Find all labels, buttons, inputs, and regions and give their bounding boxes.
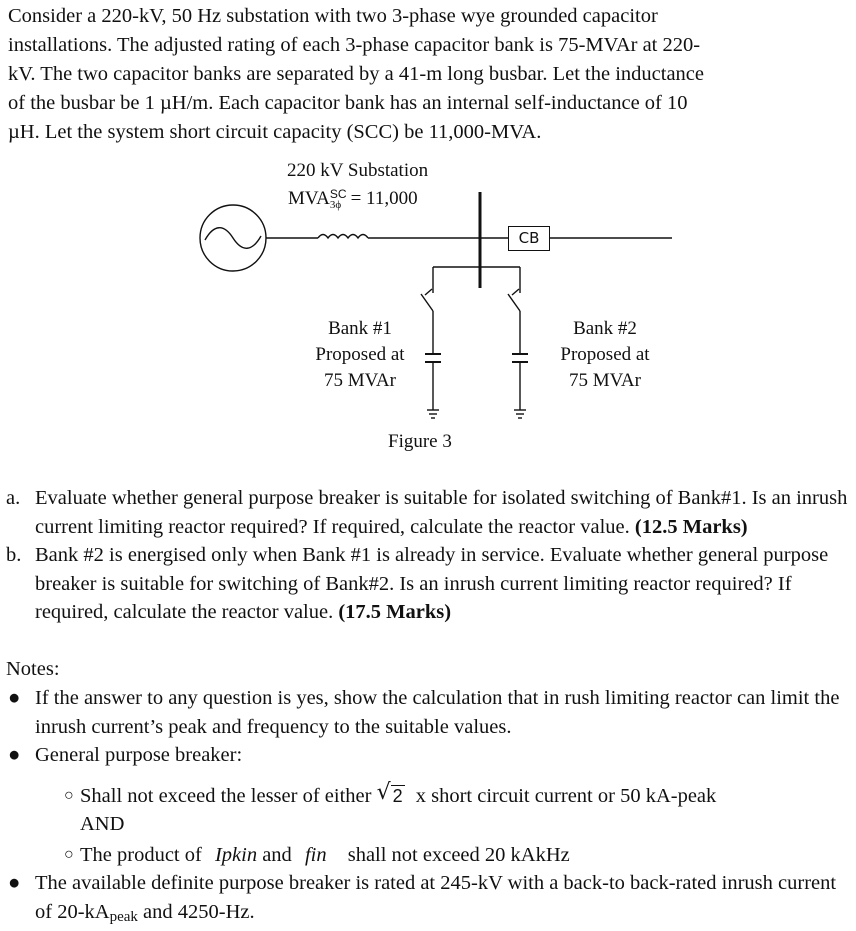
circuit-breaker-box: [508, 226, 550, 251]
note-sub-1-pre: Shall not exceed the lesser of either: [80, 784, 372, 807]
question-b-text: Bank #2 is energised only when Bank #1 is already in service. Evaluate whether general purpose breaker is suitable for switching of Bank#2. Is an inrush current limiting reactor required? If required, calculate the reactor value.: [35, 544, 829, 623]
sqrt-expression: [376, 779, 405, 811]
circuit-breaker-label: CB: [518, 229, 540, 247]
mva-subscript: 3ϕ: [329, 198, 342, 211]
intro-line-2: installations. The adjusted rating of each 3-phase capacitor bank is 75-MVAr at 220-: [8, 34, 701, 56]
note-sub-1-and: AND: [80, 813, 125, 835]
sub-bullet-circle: ○: [64, 845, 74, 863]
note-bullet-2-text: General purpose breaker:: [35, 744, 243, 766]
bank1-rating: 75 MVAr: [324, 370, 396, 391]
bank2-status: Proposed at: [560, 344, 650, 365]
intro-line-4: of the busbar be 1 µH/m. Each capacitor bank has an internal self-inductance of 10: [8, 92, 688, 114]
substation-title: 220 kV Substation: [287, 160, 429, 181]
note-sub-2-var-ipkin: Ipkin: [214, 843, 258, 866]
note-sub-2-var-fin: fin: [304, 843, 327, 866]
bullet-dot: ●: [8, 872, 21, 894]
system-inductor: [318, 235, 368, 239]
question-b-label: b.: [6, 544, 22, 566]
note-bullet-1: [6, 684, 852, 741]
sqrt-radicand: 2: [392, 785, 403, 806]
sqrt-symbol: √: [376, 779, 391, 805]
bank1-switch-mark: [425, 289, 432, 295]
note-sub-2: [6, 841, 852, 870]
question-a-marks: (12.5 Marks): [634, 515, 748, 538]
bank2-label: [545, 316, 665, 394]
question-list: [6, 484, 852, 627]
mva-superscript: SC: [329, 186, 347, 201]
question-a-label: a.: [6, 487, 21, 509]
sub-bullet-circle: ○: [64, 786, 74, 804]
intro-line-5: µH. Let the system short circuit capacity (SCC) be 11,000-MVA.: [8, 121, 542, 143]
question-a-text: Evaluate whether general purpose breaker is suitable for isolated switching of Bank#1. Is an inrush current limiting reactor required? If required, calculate the reactor value.: [35, 487, 848, 538]
bank2-switch-mark: [512, 289, 519, 295]
note-bullet-1-text: If the answer to any question is yes, show the calculation that in rush limiting reactor can limit the inrush current’s peak and frequency to the suitable values.: [35, 687, 840, 738]
note-bullet-3-sub: peak: [109, 908, 138, 925]
ac-source-wave: [205, 228, 261, 249]
short-circuit-capacity: [288, 186, 418, 212]
bank2-name: Bank #2: [573, 318, 637, 339]
mva-prefix: MVA: [288, 188, 330, 209]
intro-line-3: kV. The two capacitor banks are separated by a 41-m long busbar. Let the inductance: [8, 63, 705, 85]
bank2-rating: 75 MVAr: [569, 370, 641, 391]
bullet-dot: ●: [8, 687, 21, 709]
note-sub-1-post: x short circuit current or 50 kA-peak: [415, 784, 717, 807]
note-bullet-3-pre: The available definite purpose breaker is rated at 245-kV with a back-to back-rated inrush current of 20-kA: [35, 872, 837, 923]
bullet-dot: ●: [8, 744, 21, 766]
figure-caption: Figure 3: [388, 431, 452, 452]
bank1-switch: [421, 294, 433, 311]
question-a: [6, 484, 852, 541]
note-bullet-3: [6, 869, 852, 931]
question-b: [6, 541, 852, 627]
bank1-label: [300, 316, 420, 394]
notes-list: [6, 684, 852, 931]
intro-line-1: Consider a 220-kV, 50 Hz substation with two 3-phase wye grounded capacitor: [8, 5, 658, 27]
note-sub-1: [6, 779, 852, 839]
note-bullet-2: [6, 741, 852, 770]
question-b-marks: (17.5 Marks): [338, 601, 452, 623]
bank2-switch: [508, 294, 520, 311]
note-sub-2-pre: The product of: [80, 843, 202, 866]
bank1-name: Bank #1: [328, 318, 392, 339]
note-bullet-3-post: and 4250-Hz.: [137, 900, 255, 923]
note-sub-2-post: shall not exceed 20 kAkHz: [347, 843, 570, 866]
note-sub-2-and: and: [262, 843, 292, 866]
mva-value: = 11,000: [350, 188, 418, 209]
bank1-status: Proposed at: [315, 344, 405, 365]
notes-heading: Notes:: [6, 658, 60, 680]
